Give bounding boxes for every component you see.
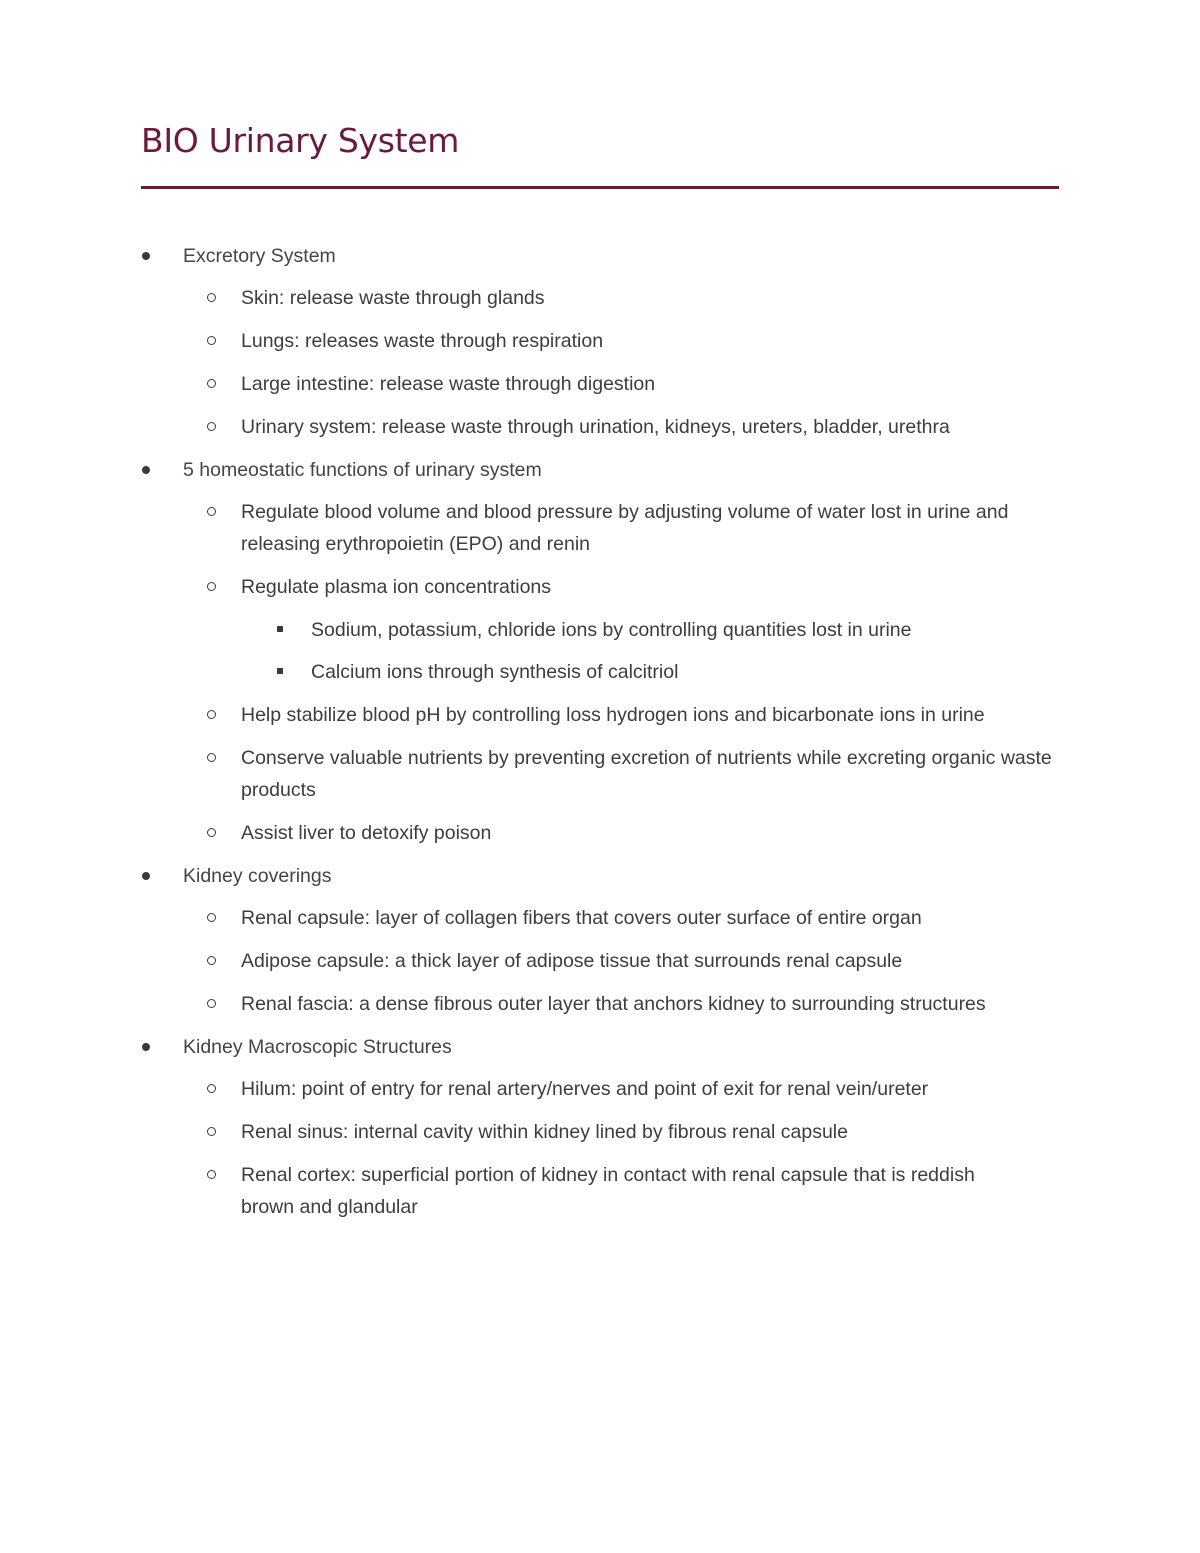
section-item bbox=[141, 861, 1059, 1020]
list-item bbox=[241, 614, 1059, 646]
list-item-text: Regulate blood volume and blood pressure by adjusting volume of water lost in urine and releasing erythropoietin (EPO) and renin bbox=[241, 501, 1009, 555]
bullet-square-icon bbox=[277, 668, 283, 674]
outline-list bbox=[141, 241, 1059, 1223]
document-page bbox=[141, 118, 1059, 1235]
bullet-circle-icon bbox=[207, 336, 216, 345]
list-item bbox=[141, 742, 1059, 806]
list-item bbox=[141, 988, 1059, 1020]
list-item-text: Renal fascia: a dense fibrous outer layer that anchors kidney to surrounding structures bbox=[241, 993, 986, 1015]
list-item bbox=[141, 902, 1059, 934]
bullet-square-icon bbox=[277, 626, 283, 632]
bullet-dot-icon bbox=[142, 252, 150, 260]
list-item bbox=[141, 282, 1059, 314]
bullet-circle-icon bbox=[207, 999, 216, 1008]
list-item bbox=[141, 1116, 1059, 1148]
list-item-text: Regulate plasma ion concentrations bbox=[241, 576, 552, 598]
bullet-dot-icon bbox=[142, 1043, 150, 1051]
list-item-text: Sodium, potassium, chloride ions by controlling quantities lost in urine bbox=[311, 619, 912, 641]
list-item-text: Renal cortex: superficial portion of kidney in contact with renal capsule that is reddish brown and glandular bbox=[241, 1164, 975, 1218]
bullet-dot-icon bbox=[142, 872, 150, 880]
list-item-text: Renal capsule: layer of collagen fibers that covers outer surface of entire organ bbox=[241, 907, 922, 929]
section-label: Kidney coverings bbox=[183, 865, 332, 887]
bullet-dot-icon bbox=[142, 466, 150, 474]
bullet-circle-icon bbox=[207, 582, 216, 591]
list-item-text: Help stabilize blood pH by controlling loss hydrogen ions and bicarbonate ions in urine bbox=[241, 704, 985, 726]
section-label: 5 homeostatic functions of urinary system bbox=[183, 459, 542, 481]
list-item bbox=[141, 411, 1059, 443]
bullet-circle-icon bbox=[207, 913, 216, 922]
list-item-text: Conserve valuable nutrients by preventing excretion of nutrients while excreting organic waste products bbox=[241, 747, 1052, 801]
sub-list bbox=[141, 1073, 1059, 1223]
bullet-circle-icon bbox=[207, 1170, 216, 1179]
list-item-text: Renal sinus: internal cavity within kidney lined by fibrous renal capsule bbox=[241, 1121, 848, 1143]
list-item bbox=[241, 656, 1059, 688]
list-item-text: Large intestine: release waste through digestion bbox=[241, 373, 656, 395]
sub-list bbox=[141, 902, 1059, 1020]
bullet-circle-icon bbox=[207, 422, 216, 431]
list-item-text: Adipose capsule: a thick layer of adipose tissue that surrounds renal capsule bbox=[241, 950, 903, 972]
bullet-circle-icon bbox=[207, 293, 216, 302]
list-item-text: Calcium ions through synthesis of calcitriol bbox=[311, 661, 679, 683]
bullet-circle-icon bbox=[207, 1084, 216, 1093]
list-item bbox=[141, 571, 1059, 688]
list-item bbox=[141, 368, 1059, 400]
sub-list bbox=[141, 496, 1059, 849]
sub-sub-list bbox=[241, 614, 1059, 688]
list-item-text: Urinary system: release waste through urination, kidneys, ureters, bladder, urethra bbox=[241, 416, 950, 438]
bullet-circle-icon bbox=[207, 710, 216, 719]
list-item bbox=[141, 817, 1059, 849]
list-item-text: Assist liver to detoxify poison bbox=[241, 822, 492, 844]
section-item bbox=[141, 241, 1059, 443]
document-title: BIO Urinary System bbox=[141, 121, 460, 160]
section-label: Excretory System bbox=[183, 245, 336, 267]
list-item bbox=[141, 699, 1059, 731]
section-item bbox=[141, 1032, 1059, 1223]
bullet-circle-icon bbox=[207, 1127, 216, 1136]
list-item bbox=[141, 945, 1059, 977]
list-item bbox=[141, 325, 1059, 357]
title-divider bbox=[141, 186, 1059, 189]
sub-list bbox=[141, 282, 1059, 443]
bullet-circle-icon bbox=[207, 956, 216, 965]
section-label: Kidney Macroscopic Structures bbox=[183, 1036, 452, 1058]
list-item-text: Lungs: releases waste through respiration bbox=[241, 330, 604, 352]
bullet-circle-icon bbox=[207, 753, 216, 762]
list-item bbox=[141, 496, 1059, 560]
list-item-text: Hilum: point of entry for renal artery/nerves and point of exit for renal vein/ureter bbox=[241, 1078, 929, 1100]
bullet-circle-icon bbox=[207, 507, 216, 516]
list-item bbox=[141, 1159, 1059, 1223]
bullet-circle-icon bbox=[207, 379, 216, 388]
list-item bbox=[141, 1073, 1059, 1105]
section-item bbox=[141, 455, 1059, 849]
list-item-text: Skin: release waste through glands bbox=[241, 287, 545, 309]
bullet-circle-icon bbox=[207, 828, 216, 837]
